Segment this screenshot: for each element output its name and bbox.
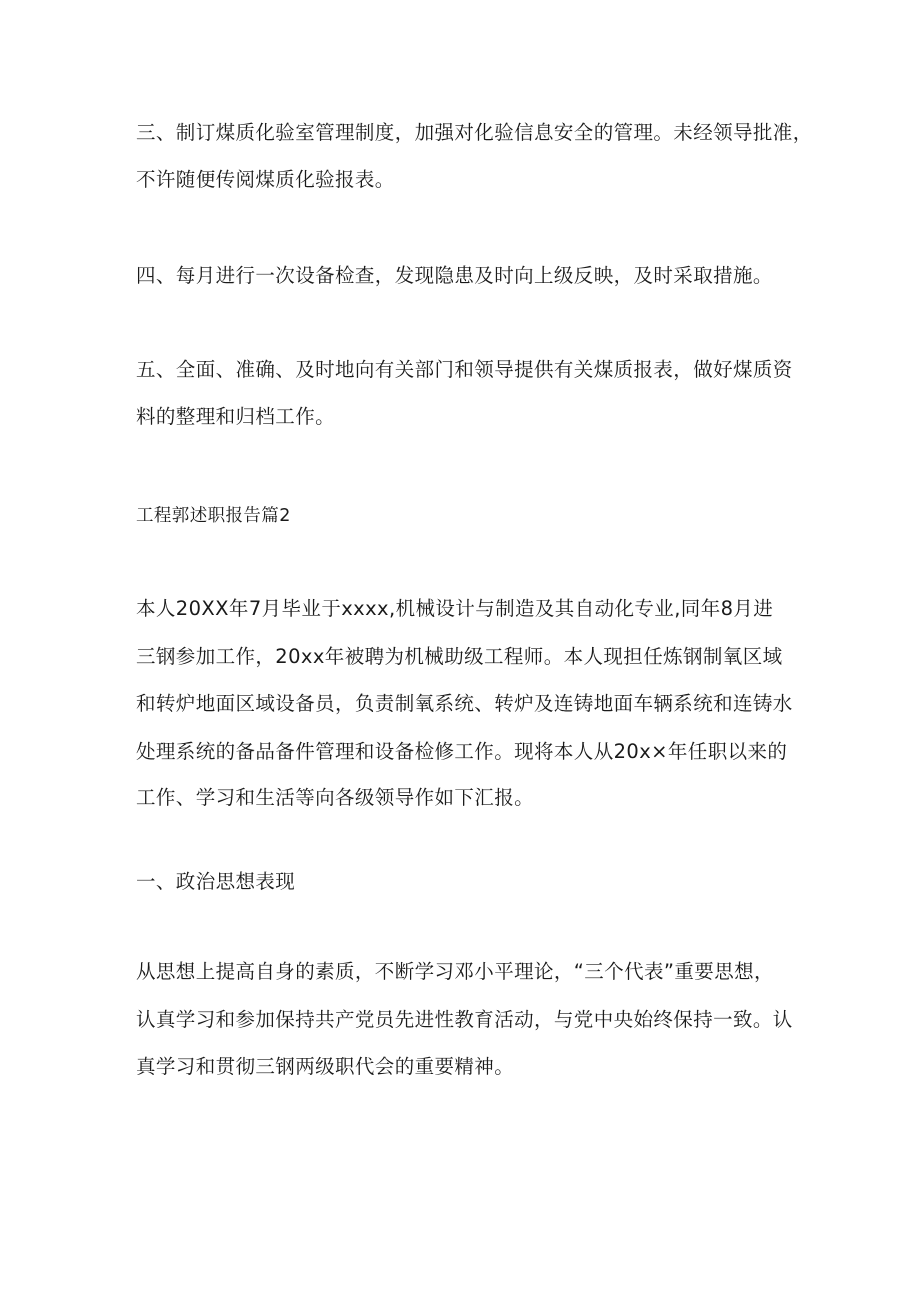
- political-paragraph-line-2: 认真学习和参加保持共产党员先进性教育活动，与党中央始终保持一致。认: [136, 1008, 793, 1031]
- political-paragraph-line-1: 从思想上提高自身的素质，不断学习邓小平理论，“三个代表”重要思想，: [136, 960, 774, 983]
- report-intro-line-5: 工作、学习和生活等向各级领导作如下汇报。: [136, 786, 535, 809]
- paragraph-3-line-2: 不许随便传阅煤质化验报表。: [136, 168, 395, 191]
- political-paragraph-line-3: 真学习和贯彻三钢两级职代会的重要精神。: [136, 1055, 515, 1078]
- paragraph-5-line-1: 五、全面、准确、及时地向有关部门和领导提供有关煤质报表，做好煤质资: [136, 358, 793, 381]
- report-intro-line-4: 处理系统的备品备件管理和设备检修工作。现将本人从20x×年任职以来的: [136, 740, 788, 763]
- section-heading: 工程郭述职报告篇2: [136, 506, 291, 526]
- report-intro-line-2: 三钢参加工作，20xx年被聘为机械助级工程师。本人现担任炼钢制氧区域: [136, 645, 783, 668]
- paragraph-4-line-1: 四、每月进行一次设备检查，发现隐患及时向上级反映，及时采取措施。: [136, 264, 773, 287]
- report-intro-line-3: 和转炉地面区域设备员，负责制氧系统、转炉及连铸地面车辆系统和连铸水: [136, 692, 793, 715]
- paragraph-3-line-1: 三、制订煤质化验室管理制度，加强对化验信息安全的管理。未经领导批准，: [136, 121, 813, 144]
- political-section-title: 一、政治思想表现: [136, 870, 296, 893]
- report-intro-line-1: 本人20XX年7月毕业于xxxx,机械设计与制造及其自动化专业,同年8月进: [136, 597, 774, 620]
- paragraph-5-line-2: 料的整理和归档工作。: [136, 405, 336, 428]
